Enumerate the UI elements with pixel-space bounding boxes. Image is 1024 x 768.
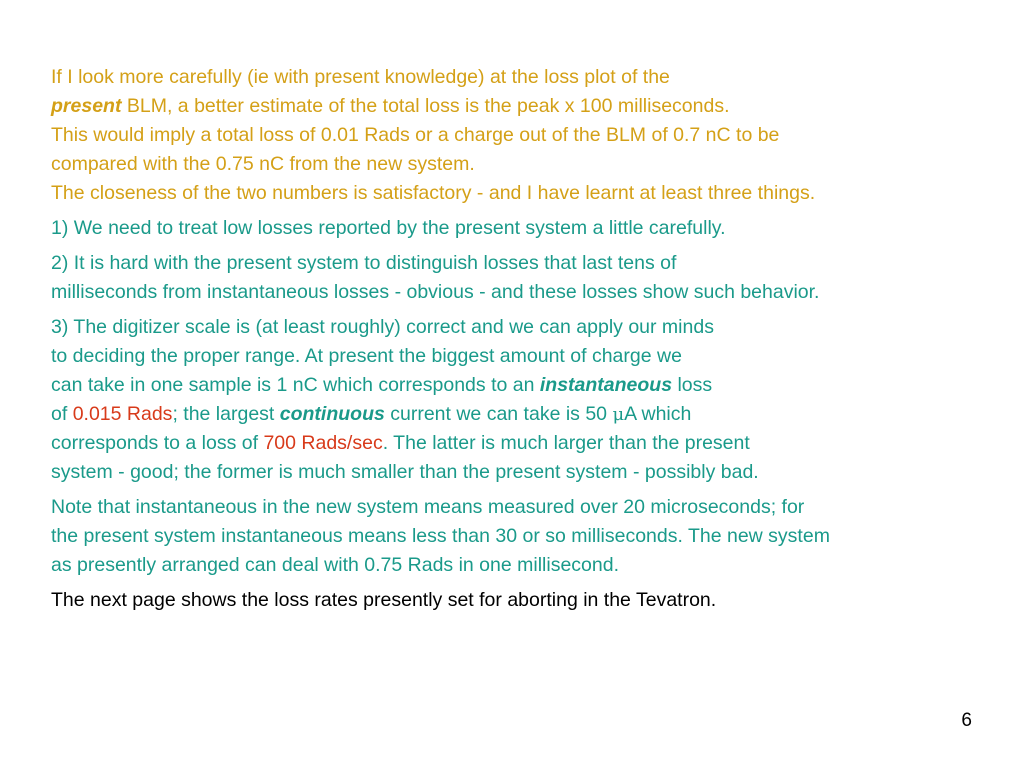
- intro-line-1: If I look more carefully (ie with present knowledge) at the loss plot of the: [51, 66, 670, 88]
- point-3-line-4-a: of: [51, 403, 73, 425]
- point-3-line-4-c: current we can take is 50: [384, 403, 613, 425]
- closing-line-1: The next page shows the loss rates presently set for aborting in the Tevatron.: [51, 589, 717, 611]
- point-3-line-1: 3) The digitizer scale is (at least roughly) correct and we can apply our minds: [51, 316, 714, 338]
- instantaneous-emphasis: instantaneous: [539, 374, 673, 396]
- rads-highlight: 0.015 Rads: [72, 403, 173, 425]
- intro-line-2: [51, 92, 1001, 121]
- continuous-emphasis: continuous: [279, 403, 385, 425]
- micro-symbol: μ: [612, 404, 625, 425]
- closing-paragraph: [51, 586, 1001, 615]
- note-paragraph: [51, 493, 1001, 580]
- intro-paragraph: [51, 63, 1001, 208]
- point-3-line-4: [51, 400, 1001, 429]
- note-line-2: the present system instantaneous means less than 30 or so milliseconds. The new system: [51, 525, 830, 547]
- intro-line-4: compared with the 0.75 nC from the new system.: [51, 153, 475, 175]
- point-3-line-2: to deciding the proper range. At present the biggest amount of charge we: [51, 345, 682, 367]
- point-2-paragraph: [51, 249, 1001, 307]
- point-3-line-5-a: corresponds to a loss of: [51, 432, 264, 454]
- point-3-line-5-b: . The latter is much larger than the present: [382, 432, 750, 454]
- point-3-line-5: [51, 429, 1001, 458]
- point-3-line-4-d: A which: [624, 403, 692, 425]
- intro-line-5: The closeness of the two numbers is satisfactory - and I have learnt at least three things.: [51, 182, 816, 204]
- intro-line-2-text: BLM, a better estimate of the total loss is the peak x 100 milliseconds.: [121, 95, 730, 117]
- point-3-line-3-a: can take in one sample is 1 nC which corresponds to an: [51, 374, 540, 396]
- point-3-line-4-b: ; the largest: [172, 403, 280, 425]
- present-emphasis: present: [51, 95, 122, 117]
- point-3-line-6: system - good; the former is much smaller than the present system - possibly bad.: [51, 461, 759, 483]
- rads-per-sec-highlight: 700 Rads/sec: [263, 432, 383, 454]
- point-1-paragraph: [51, 214, 1001, 243]
- note-line-1: Note that instantaneous in the new system means measured over 20 microseconds; for: [51, 496, 805, 518]
- point-1-line-1: 1) We need to treat low losses reported by the present system a little carefully.: [51, 217, 726, 239]
- slide-content: [51, 63, 1001, 621]
- point-3-paragraph: [51, 313, 1001, 487]
- page-number: 6: [961, 710, 972, 731]
- point-3-line-3: [51, 371, 1001, 400]
- intro-line-3: This would imply a total loss of 0.01 Rads or a charge out of the BLM of 0.7 nC to be: [51, 124, 780, 146]
- note-line-3: as presently arranged can deal with 0.75 Rads in one millisecond.: [51, 554, 619, 576]
- point-2-line-2: milliseconds from instantaneous losses - obvious - and these losses show such behavior.: [51, 281, 820, 303]
- point-2-line-1: 2) It is hard with the present system to distinguish losses that last tens of: [51, 252, 677, 274]
- point-3-line-3-b: loss: [672, 374, 713, 396]
